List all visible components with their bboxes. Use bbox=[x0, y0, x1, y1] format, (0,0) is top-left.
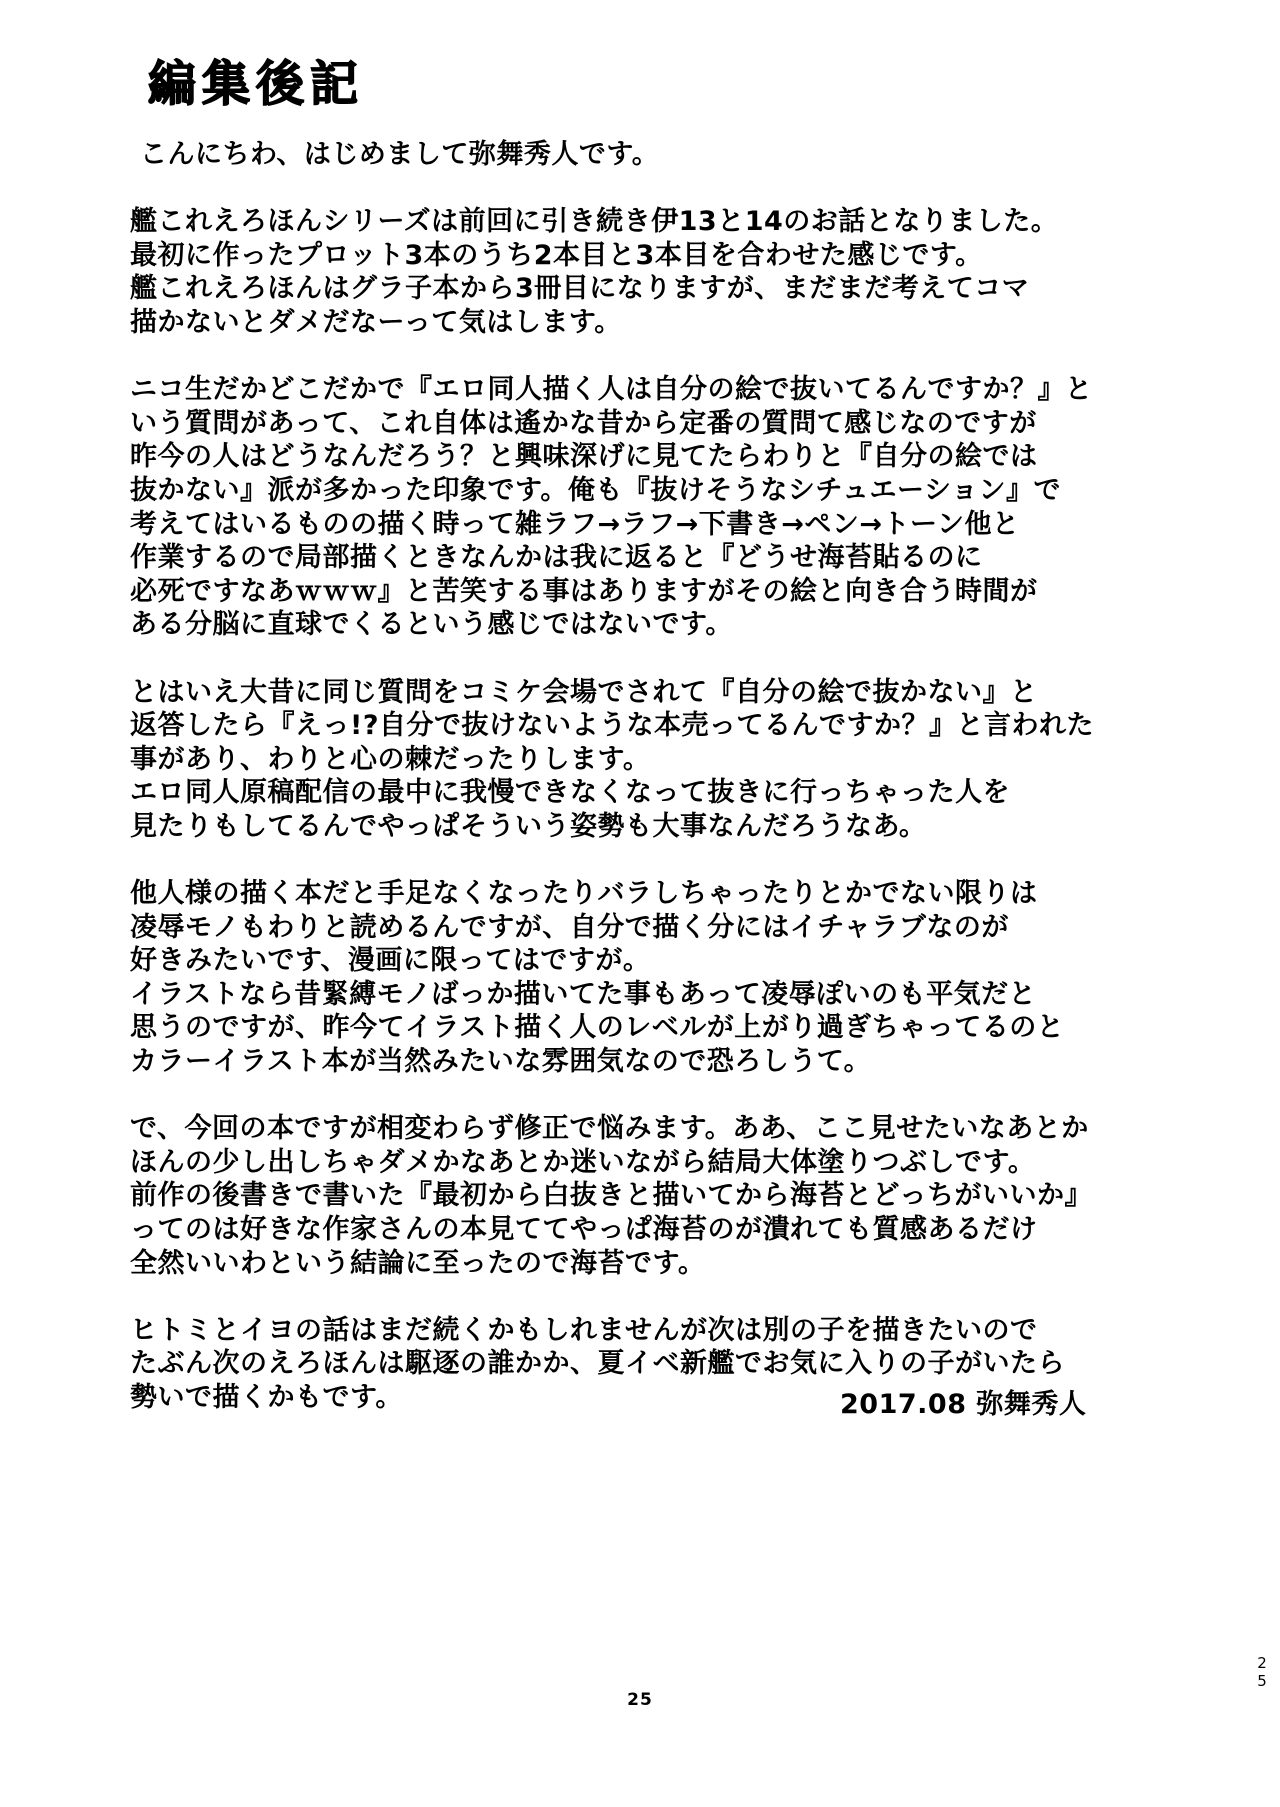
paragraph-4 bbox=[130, 877, 1190, 1079]
text-line: 事があり、わりと心の棘だったりします。 bbox=[130, 743, 651, 775]
greeting-paragraph bbox=[140, 138, 1190, 172]
text-line: 艦これえろほんはグラ子本から3冊目になりますが、まだまだ考えてコマ bbox=[130, 273, 1030, 305]
text-line: 描かないとダメだなーって気はします。 bbox=[130, 306, 622, 338]
signature: 2017.08 弥舞秀人 bbox=[840, 1389, 1087, 1420]
page-title: 編集後記 bbox=[148, 56, 365, 112]
text-line: 見たりもしてるんでやっぱそういう姿勢も大事なんだろうなあ。 bbox=[130, 810, 927, 842]
text-line: 昨今の人はどうなんだろう？と興味深げに見てたらわりと『自分の絵では bbox=[130, 441, 1038, 473]
paragraph-5 bbox=[130, 1112, 1190, 1280]
text-line: 凌辱モノもわりと読めるんですが、自分で描く分にはイチャラブなのが bbox=[130, 911, 1009, 943]
text-line: イラストなら昔緊縛モノばっか描いてた事もあって凌辱ぽいのも平気だと bbox=[130, 978, 1037, 1010]
text-line: たぶん次のえろほんは駆逐の誰かか、夏イベ新艦でお気に入りの子がいたら bbox=[130, 1348, 1065, 1380]
text-line: 作業するので局部描くときなんかは我に返ると『どうせ海苔貼るのに bbox=[130, 542, 983, 574]
text-line: ある分脳に直球でくるという感じではないです。 bbox=[130, 609, 733, 641]
text-line: とはいえ大昔に同じ質問をコミケ会場でされて『自分の絵で抜かない』と bbox=[130, 676, 1038, 708]
paragraph-2 bbox=[130, 373, 1190, 642]
text-line: ってのは好きな作家さんの本見ててやっぱ海苔のが潰れても質感あるだけ bbox=[130, 1214, 1038, 1245]
text-line: 思うのですが、昨今てイラスト描く人のレベルが上がり過ぎちゃってるのと bbox=[130, 1012, 1065, 1044]
side-page-number bbox=[1254, 1654, 1270, 1690]
text-line: 考えてはいるものの描く時って雑ラフ→ラフ→下書き→ペン→トーン他と bbox=[130, 508, 1020, 540]
text-line: で、今回の本ですが相変わらず修正で悩みます。ああ、ここ見せたいなあとか bbox=[130, 1113, 1089, 1145]
text-line: ほんの少し出しちゃダメかなあとか迷いながら結局大体塗りつぶしです。 bbox=[130, 1146, 1036, 1178]
page-number: 25 bbox=[627, 1690, 653, 1710]
text-line: エロ同人原稿配信の最中に我慢できなくなって抜きに行っちゃった人を bbox=[130, 777, 1010, 809]
text-line: いう質問があって、これ自体は遙かな昔から定番の質問て感じなのですが bbox=[130, 407, 1037, 439]
greeting-line: こんにちわ、はじめまして弥舞秀人です。 bbox=[140, 139, 660, 170]
paragraph-3 bbox=[130, 676, 1190, 844]
text-line: 前作の後書きで書いた『最初から白抜きと描いてから海苔とどっちがいいか』 bbox=[130, 1180, 1092, 1212]
side-page-number-digit: 2 bbox=[1257, 1654, 1267, 1672]
paragraph-1 bbox=[130, 205, 1190, 339]
text-line: カラーイラスト本が当然みたいな雰囲気なので恐ろしうて。 bbox=[130, 1046, 872, 1078]
text-line: 全然いいわという結論に至ったので海苔です。 bbox=[130, 1247, 706, 1279]
text-line: 最初に作ったプロット3本のうち2本目と3本目を合わせた感じです。 bbox=[130, 239, 983, 271]
text-line: 他人様の描く本だと手足なくなったりバラしちゃったりとかでない限りは bbox=[130, 878, 1038, 910]
text-line: ヒトミとイヨの話はまだ続くかもしれませんが次は別の子を描きたいので bbox=[130, 1314, 1038, 1346]
text-line: 好きみたいです、漫画に限ってはですが。 bbox=[130, 945, 651, 977]
text-line: ニコ生だかどこだかで『エロ同人描く人は自分の絵で抜いてるんですか？』と bbox=[130, 374, 1093, 406]
text-line: 必死ですなあｗｗｗ』と苦笑する事はありますがその絵と向き合う時間が bbox=[130, 575, 1038, 607]
text-line: 勢いで描くかもです。 bbox=[130, 1381, 403, 1413]
afterword-body bbox=[130, 135, 1190, 1448]
side-page-number-digit: 5 bbox=[1257, 1672, 1267, 1690]
text-line: 返答したら『えっ!?自分で抜けないような本売ってるんですか？』と言われた bbox=[130, 710, 1094, 742]
text-line: 艦これえろほんシリーズは前回に引き続き伊13と14のお話となりました。 bbox=[130, 206, 1059, 238]
text-line: 抜かない』派が多かった印象です。俺も『抜けそうなシチュエーション』で bbox=[130, 474, 1061, 506]
